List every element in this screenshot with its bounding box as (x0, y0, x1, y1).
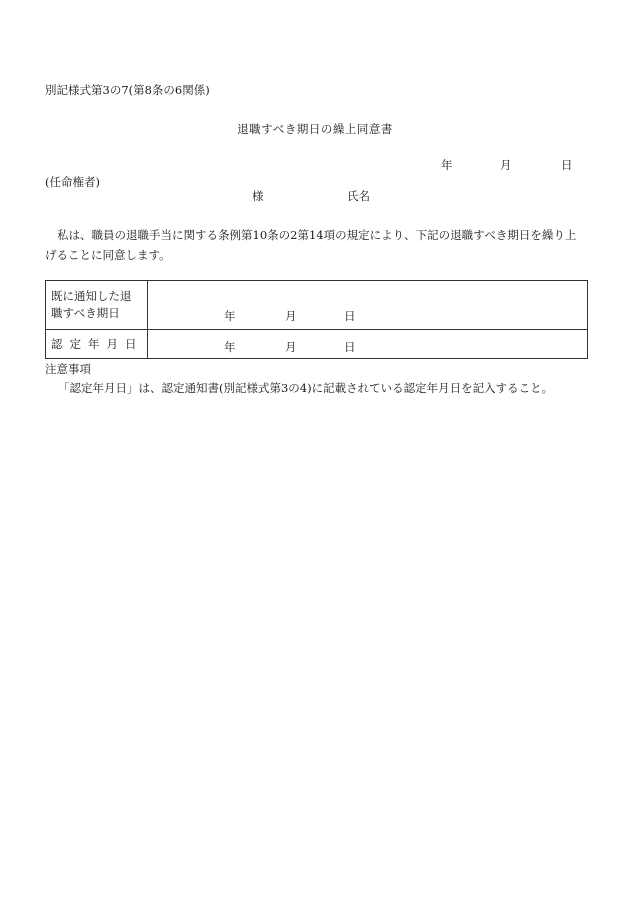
info-table (45, 280, 588, 359)
row2-month-label: 月 (285, 340, 297, 354)
approval-date-label-text: 認定年月日 (51, 337, 144, 351)
honorific-label: 様 (252, 189, 264, 203)
appointer-label: (任命権者) (45, 175, 100, 189)
notified-date-label-line2: 職すべき期日 (51, 306, 120, 320)
document-title: 退職すべき期日の繰上同意書 (237, 122, 393, 136)
notes-title: 注意事項 (45, 362, 91, 376)
row1-year-label: 年 (224, 309, 236, 323)
form-identifier: 別記様式第3の7(第8条の6関係) (45, 83, 210, 97)
row1-day-label: 日 (344, 309, 356, 323)
table-row-approval-date (46, 330, 588, 359)
approval-date-value-cell[interactable] (148, 330, 588, 359)
row2-day-label: 日 (344, 340, 356, 354)
notified-date-label (46, 281, 148, 330)
date-month-label: 月 (500, 158, 512, 172)
table-row-notified-date (46, 281, 588, 330)
name-label: 氏名 (347, 189, 370, 203)
row1-month-label: 月 (285, 309, 297, 323)
row2-year-label: 年 (224, 340, 236, 354)
consent-statement: 私は、職員の退職手当に関する条例第10条の2第14項の規定により、下記の退職すべき期日を繰り上げることに同意します。 (45, 228, 577, 262)
notified-date-label-line1: 既に通知した退 (51, 289, 132, 303)
date-day-label: 日 (561, 158, 573, 172)
notes-text: 「認定年月日」は、認定通知書(別記様式第3の4)に記載されている認定年月日を記入すること。 (58, 381, 554, 395)
date-line (0, 160, 630, 174)
approval-date-label (46, 330, 148, 359)
notified-date-value-cell[interactable] (148, 281, 588, 330)
date-year-label: 年 (441, 158, 453, 172)
